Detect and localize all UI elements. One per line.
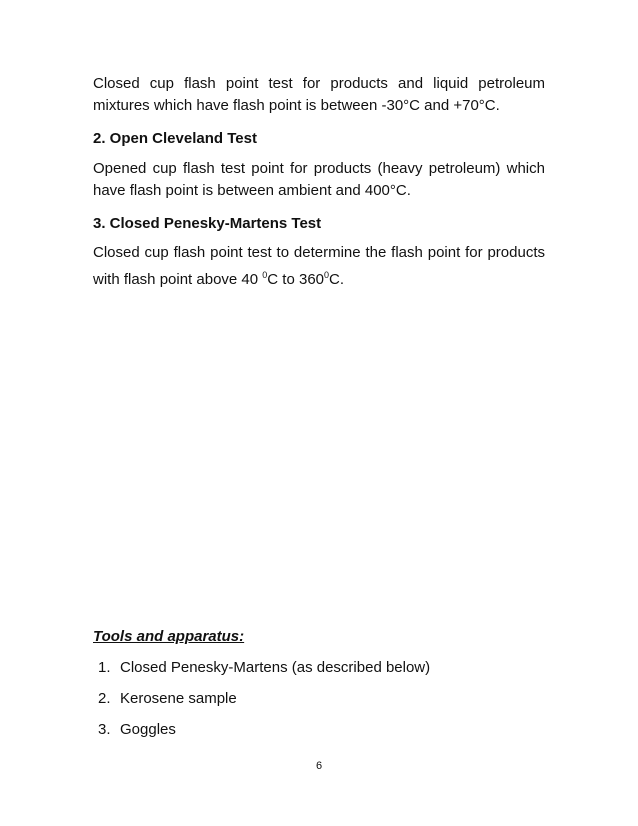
list-item	[98, 688, 430, 719]
list-item-label: Kerosene sample	[120, 690, 237, 707]
list-item-label: Closed Penesky-Martens (as described below)	[120, 659, 431, 676]
list-item-label: Goggles	[120, 721, 176, 738]
tools-list	[98, 657, 430, 750]
degree-superscript-1: 0	[262, 270, 268, 280]
page-number: 6	[315, 760, 323, 772]
degree-superscript-2: 0	[324, 270, 330, 280]
pensky-text-part-2: C to 360	[267, 271, 325, 288]
pensky-text-part-1: Closed cup flash point test to determine the flash point for products with flash point above 40	[93, 244, 545, 288]
list-item	[98, 719, 430, 750]
open-cleveland-heading: 2. Open Cleveland Test	[93, 130, 257, 147]
pensky-paragraph	[93, 242, 545, 291]
list-item-number: 1.	[98, 659, 111, 676]
tools-heading: Tools and apparatus:	[93, 628, 245, 645]
list-item-number: 2.	[98, 690, 111, 707]
pensky-text-part-3: C.	[329, 271, 345, 288]
list-item	[98, 657, 430, 688]
open-cleveland-paragraph: Opened cup flash test point for products (heavy petroleum) which have flash point is between ambient and 400°C.	[93, 160, 545, 199]
pensky-heading: 3. Closed Penesky-Martens Test	[93, 215, 322, 232]
intro-paragraph: Closed cup flash point test for products and liquid petroleum mixtures which have flash point is between -30°C and +70°C.	[93, 75, 545, 114]
list-item-number: 3.	[98, 721, 111, 738]
